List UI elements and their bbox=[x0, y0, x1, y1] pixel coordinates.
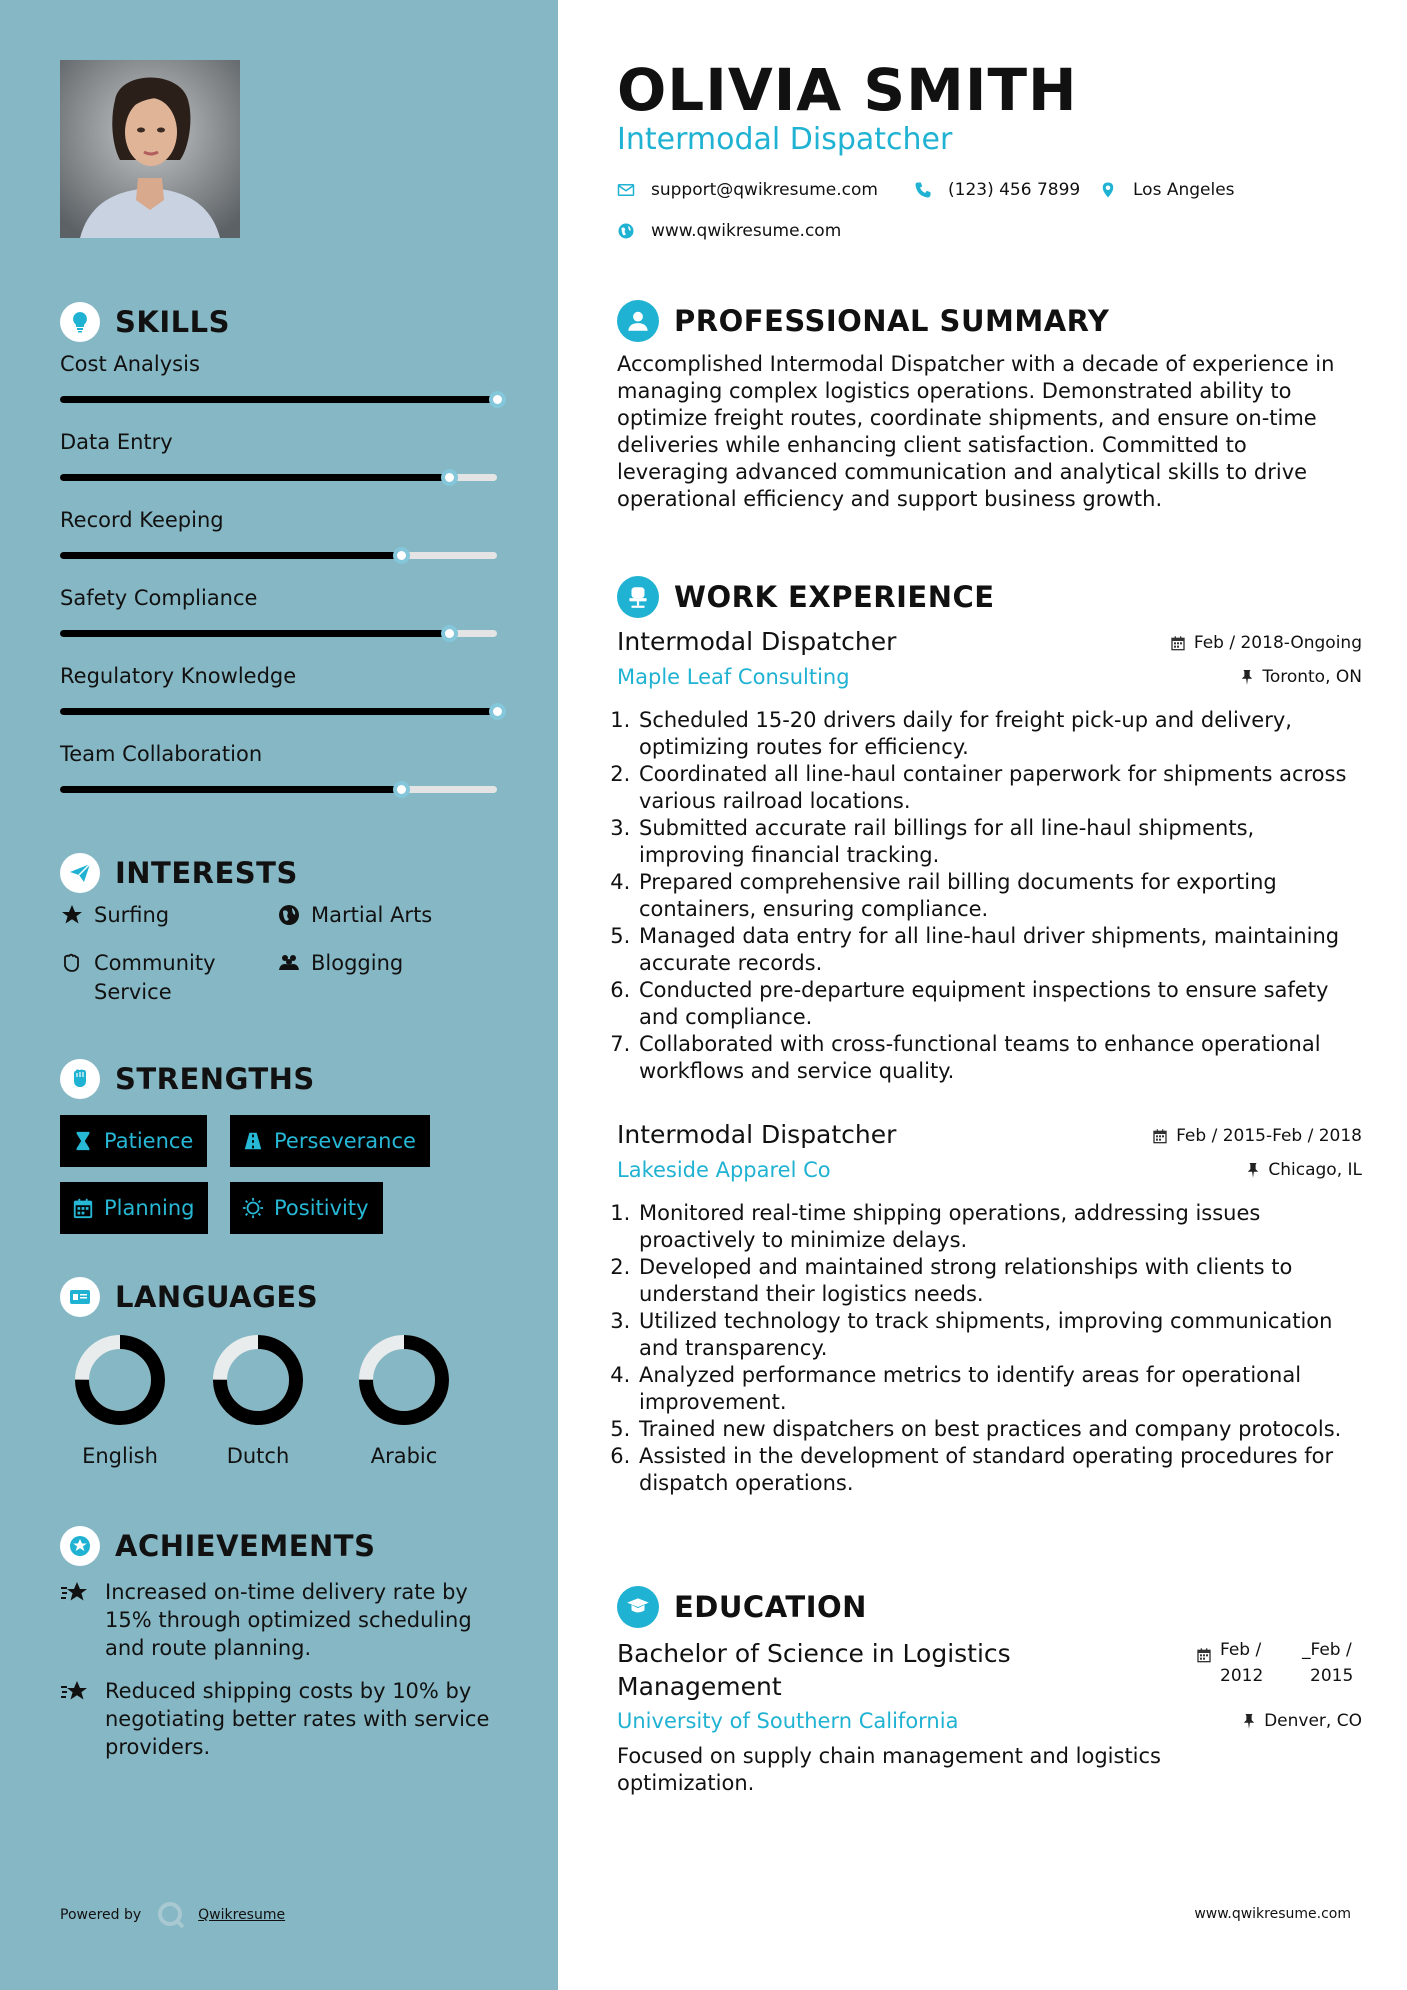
job-dates bbox=[1170, 633, 1362, 653]
fist-icon bbox=[60, 1059, 100, 1099]
language-level-ring bbox=[356, 1332, 452, 1428]
interest-blogging bbox=[277, 949, 403, 978]
sidebar bbox=[0, 0, 558, 1990]
strength-label: Planning bbox=[104, 1196, 195, 1220]
education-heading bbox=[617, 1586, 867, 1628]
qwikresume-logo-icon bbox=[156, 1900, 186, 1930]
pushpin-icon bbox=[1240, 669, 1254, 685]
language-item bbox=[334, 1332, 474, 1468]
skill-item bbox=[60, 430, 500, 500]
start-year: 2012 bbox=[1220, 1666, 1264, 1686]
calendar-icon bbox=[1152, 1128, 1168, 1144]
contact-phone[interactable] bbox=[914, 180, 1080, 200]
education-description: Focused on supply chain management and logistics optimization. bbox=[617, 1744, 1162, 1795]
job-location-text: Chicago, IL bbox=[1268, 1160, 1362, 1180]
sun-icon bbox=[242, 1197, 264, 1219]
job-duty-item: 4. Prepared comprehensive rail billing documents for exporting containers, ensuring compliance. bbox=[637, 869, 1362, 923]
job-duty-item: 6. Conducted pre-departure equipment inspections to ensure safety and compliance. bbox=[637, 977, 1362, 1031]
job-duty-item: 2. Developed and maintained strong relationships with clients to understand their logistics needs. bbox=[637, 1254, 1362, 1308]
job-company: Lakeside Apparel Co bbox=[617, 1158, 831, 1182]
job-duty-item: 4. Analyzed performance metrics to identify areas for operational improvement. bbox=[637, 1362, 1362, 1416]
skill-bar bbox=[60, 630, 497, 637]
id-card-icon bbox=[60, 1277, 100, 1317]
contact-website[interactable] bbox=[617, 221, 841, 241]
interest-martial-arts bbox=[277, 901, 432, 930]
end-month: _Feb / bbox=[1302, 1640, 1352, 1660]
footer-url[interactable]: www.qwikresume.com bbox=[1194, 1906, 1351, 1922]
job-duty-item: 5. Managed data entry for all line-haul driver shipments, maintaining accurate records. bbox=[637, 923, 1362, 977]
profile-photo bbox=[60, 60, 240, 238]
skill-bar-knob bbox=[393, 547, 410, 564]
calendar-icon bbox=[1170, 635, 1186, 651]
education-dates bbox=[1196, 1637, 1362, 1689]
hourglass-icon bbox=[72, 1130, 94, 1152]
envelope-icon bbox=[617, 181, 635, 199]
skill-bar-fill bbox=[60, 708, 497, 715]
briefcase-chair-icon bbox=[617, 576, 659, 618]
lightbulb-icon bbox=[60, 302, 100, 342]
achievements-heading bbox=[60, 1526, 375, 1566]
skill-name: Data Entry bbox=[60, 430, 173, 454]
school-name: University of Southern California bbox=[617, 1709, 959, 1733]
skill-bar-fill bbox=[60, 552, 401, 559]
strength-positivity bbox=[230, 1182, 383, 1234]
strength-patience bbox=[60, 1115, 207, 1167]
map-pin-icon bbox=[1099, 181, 1117, 199]
degree: Bachelor of Science in Logistics Management bbox=[617, 1639, 1011, 1701]
languages-heading bbox=[60, 1277, 318, 1317]
pushpin-icon bbox=[1246, 1162, 1260, 1178]
experience-title: WORK EXPERIENCE bbox=[674, 580, 995, 614]
job-dates-text: Feb / 2018-Ongoing bbox=[1193, 633, 1362, 653]
job-location bbox=[1246, 1160, 1362, 1180]
interest-label: Blogging bbox=[311, 951, 404, 975]
job-location bbox=[1240, 667, 1362, 687]
pushpin-icon bbox=[1242, 1713, 1256, 1729]
star-icon bbox=[60, 903, 84, 927]
language-item bbox=[188, 1332, 328, 1468]
skills-title: SKILLS bbox=[115, 305, 230, 339]
strengths-title: STRENGTHS bbox=[115, 1062, 315, 1096]
paper-plane-icon bbox=[60, 853, 100, 893]
star-badge-icon bbox=[60, 1526, 100, 1566]
candidate-title: Intermodal Dispatcher bbox=[617, 122, 953, 157]
skill-bar bbox=[60, 708, 497, 715]
contact-location bbox=[1099, 180, 1235, 200]
language-name: Dutch bbox=[226, 1444, 290, 1468]
education-title: EDUCATION bbox=[674, 1590, 867, 1624]
graduate-icon bbox=[617, 1586, 659, 1628]
skill-name: Safety Compliance bbox=[60, 586, 258, 610]
trophy-star-icon bbox=[60, 1677, 90, 1707]
skill-bar bbox=[60, 552, 497, 559]
main-content bbox=[558, 0, 1407, 1990]
email-text: support@qwikresume.com bbox=[651, 180, 878, 200]
skill-item bbox=[60, 352, 500, 422]
experience-heading bbox=[617, 576, 995, 618]
languages-title: LANGUAGES bbox=[115, 1280, 319, 1314]
job-role: Intermodal Dispatcher bbox=[617, 627, 897, 656]
globe-icon bbox=[277, 903, 301, 927]
job-dates bbox=[1152, 1126, 1362, 1146]
interest-community-service bbox=[60, 949, 260, 1007]
job-duty-item: 7. Collaborated with cross-functional teams to enhance operational workflows and service quality. bbox=[637, 1031, 1362, 1085]
job-location-text: Toronto, ON bbox=[1262, 667, 1362, 687]
website-text: www.qwikresume.com bbox=[651, 221, 842, 241]
achievements-title: ACHIEVEMENTS bbox=[115, 1529, 376, 1563]
interests-heading bbox=[60, 853, 298, 893]
job-entry bbox=[617, 627, 1362, 1085]
skills-heading bbox=[60, 302, 230, 342]
job-duties bbox=[617, 1200, 1362, 1497]
powered-by bbox=[60, 1900, 285, 1930]
strength-label: Patience bbox=[104, 1129, 194, 1153]
job-duty-item: 1. Scheduled 15-20 drivers daily for freight pick-up and delivery, optimizing routes for efficiency. bbox=[637, 707, 1362, 761]
summary-title: PROFESSIONAL SUMMARY bbox=[674, 304, 1110, 338]
interest-surfing bbox=[60, 901, 169, 930]
language-item bbox=[50, 1332, 190, 1468]
language-level-ring bbox=[72, 1332, 168, 1428]
school-location bbox=[1242, 1711, 1362, 1731]
language-level-ring bbox=[210, 1332, 306, 1428]
job-company: Maple Leaf Consulting bbox=[617, 665, 850, 689]
strength-perseverance bbox=[230, 1115, 430, 1167]
user-icon bbox=[617, 300, 659, 342]
skill-bar-fill bbox=[60, 630, 449, 637]
interest-label: Martial Arts bbox=[311, 903, 433, 927]
start-month: Feb / bbox=[1220, 1640, 1262, 1660]
phone-icon bbox=[914, 181, 932, 199]
job-duties bbox=[617, 707, 1362, 1085]
job-entry bbox=[617, 1120, 1362, 1497]
skill-bar bbox=[60, 474, 497, 481]
calendar-icon bbox=[1196, 1647, 1212, 1663]
skill-bar-knob bbox=[489, 391, 506, 408]
skill-name: Team Collaboration bbox=[60, 742, 263, 766]
skill-bar-fill bbox=[60, 786, 401, 793]
users-icon bbox=[277, 951, 301, 975]
skill-bar-knob bbox=[393, 781, 410, 798]
road-icon bbox=[242, 1130, 264, 1152]
calendar-icon bbox=[72, 1197, 94, 1219]
job-duty-item: 5. Trained new dispatchers on best practices and company protocols. bbox=[637, 1416, 1362, 1443]
strengths-heading bbox=[60, 1059, 315, 1099]
skill-bar-knob bbox=[489, 703, 506, 720]
skill-item bbox=[60, 508, 500, 578]
interests-title: INTERESTS bbox=[115, 856, 298, 890]
strength-label: Perseverance bbox=[274, 1129, 416, 1153]
skill-bar-knob bbox=[441, 625, 458, 642]
powered-by-label: Powered by bbox=[60, 1907, 142, 1923]
globe-icon bbox=[617, 222, 635, 240]
hand-icon bbox=[60, 951, 84, 975]
strength-planning bbox=[60, 1182, 208, 1234]
interest-label: Surfing bbox=[94, 903, 170, 927]
job-role: Intermodal Dispatcher bbox=[617, 1120, 897, 1149]
end-year: 2015 bbox=[1310, 1666, 1354, 1686]
job-duty-item: 6. Assisted in the development of standard operating procedures for dispatch operations. bbox=[637, 1443, 1362, 1497]
achievement-item bbox=[60, 1677, 500, 1761]
skill-bar-fill bbox=[60, 396, 497, 403]
location-text: Los Angeles bbox=[1133, 180, 1235, 200]
skill-item bbox=[60, 586, 500, 656]
school-location-text: Denver, CO bbox=[1264, 1711, 1362, 1731]
achievement-text: Increased on-time delivery rate by 15% through optimized scheduling and route planning. bbox=[105, 1580, 472, 1660]
job-dates-text: Feb / 2015-Feb / 2018 bbox=[1176, 1126, 1362, 1146]
phone-text: (123) 456 7899 bbox=[948, 180, 1081, 200]
job-duty-item: 1. Monitored real-time shipping operations, addressing issues proactively to minimize delays. bbox=[637, 1200, 1362, 1254]
candidate-name: OLIVIA SMITH bbox=[617, 56, 1078, 124]
skill-item bbox=[60, 664, 500, 734]
summary-heading bbox=[617, 300, 1109, 342]
skill-bar bbox=[60, 786, 497, 793]
skill-item bbox=[60, 742, 500, 812]
skill-name: Cost Analysis bbox=[60, 352, 200, 376]
job-duty-item: 3. Utilized technology to track shipments, improving communication and transparency. bbox=[637, 1308, 1362, 1362]
job-duty-item: 3. Submitted accurate rail billings for all line-haul shipments, improving financial tracking. bbox=[637, 815, 1362, 869]
summary-text: Accomplished Intermodal Dispatcher with a decade of experience in managing complex logistics operations. Demonstrated ability to optimize freight routes, coordinate shipments, and ensure on-time deliveries while enhancing client satisfaction. Committed to leveraging advanced communication and analytical skills to drive operational efficiency and support business growth. bbox=[617, 352, 1335, 511]
education-entry bbox=[617, 1637, 1362, 1797]
achievement-item bbox=[60, 1578, 500, 1662]
skill-bar-fill bbox=[60, 474, 449, 481]
job-duty-item: 2. Coordinated all line-haul container paperwork for shipments across various railroad locations. bbox=[637, 761, 1362, 815]
skill-name: Record Keeping bbox=[60, 508, 224, 532]
trophy-star-icon bbox=[60, 1578, 90, 1608]
skill-bar bbox=[60, 396, 497, 403]
skill-bar-knob bbox=[441, 469, 458, 486]
contact-email[interactable] bbox=[617, 180, 878, 200]
achievement-text: Reduced shipping costs by 10% by negotiating better rates with service providers. bbox=[105, 1679, 490, 1759]
skill-name: Regulatory Knowledge bbox=[60, 664, 297, 688]
language-name: English bbox=[82, 1444, 158, 1468]
language-name: Arabic bbox=[370, 1444, 438, 1468]
strength-label: Positivity bbox=[274, 1196, 369, 1220]
interest-label: Community Service bbox=[94, 951, 216, 1004]
qwikresume-link[interactable]: Qwikresume bbox=[198, 1907, 286, 1923]
